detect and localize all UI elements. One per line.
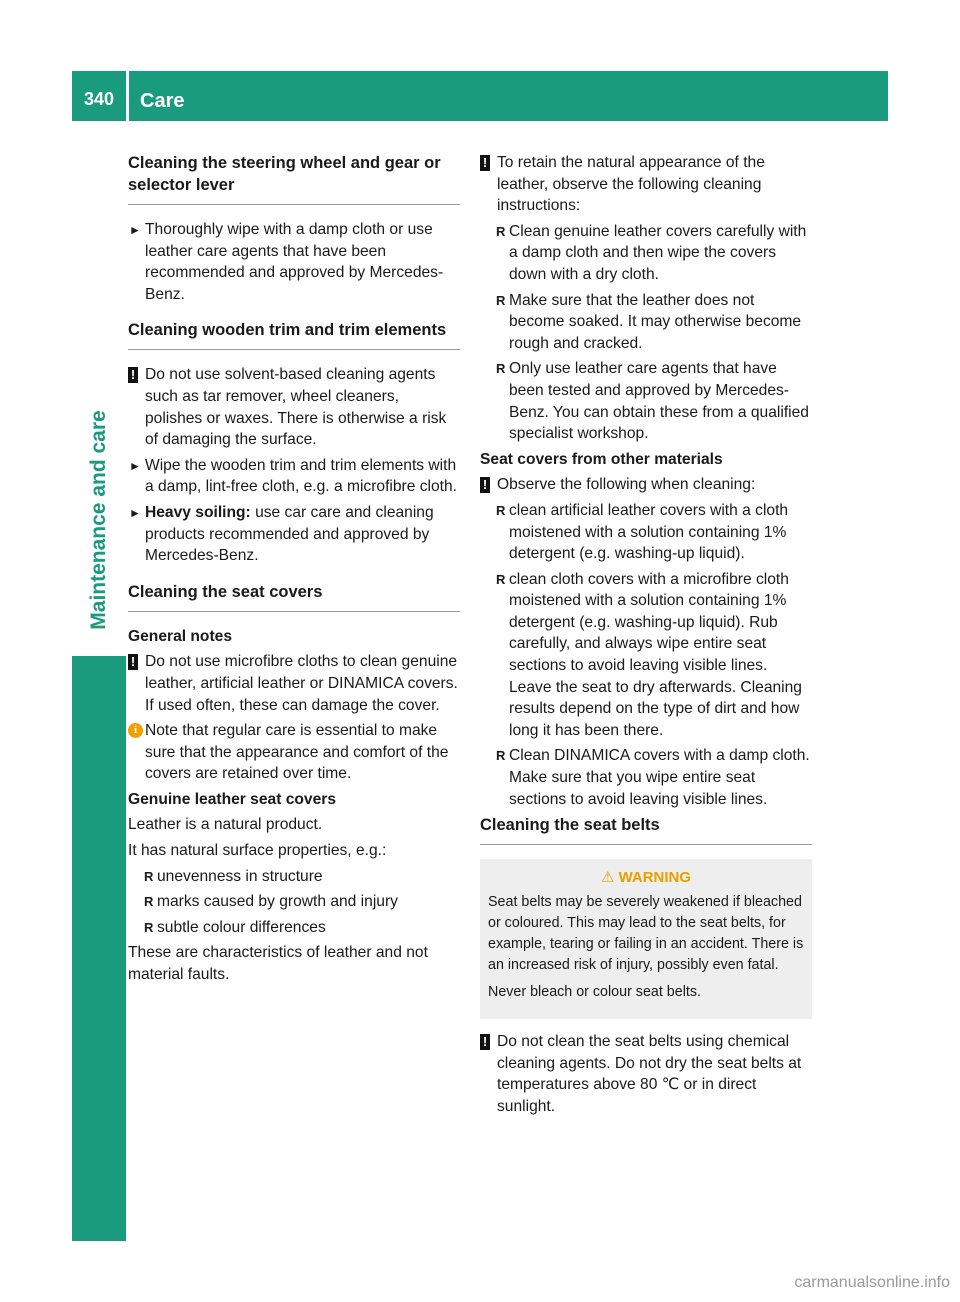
warning-text: Never bleach or colour seat belts.: [488, 984, 701, 1001]
instruction-step: [128, 219, 460, 305]
exclamation-icon: !: [128, 654, 138, 670]
instruction-step: [128, 502, 460, 567]
list-item: R Only use leather care agents that have been tested and approved by Mercedes-Benz. You can obtain these from a qualified specialist workshop.: [496, 358, 812, 444]
heading-seat-belts: Cleaning the seat belts: [480, 814, 812, 845]
page-number: 340: [83, 88, 115, 109]
list-item: R unevenness in structure: [144, 866, 460, 888]
caution-note: [480, 152, 812, 217]
caution-text: Do not use microfibre cloths to clean genuine leather, artificial leather or DINAMICA covers. If used often, these can damage the cover.: [145, 653, 458, 714]
list-item: R Make sure that the leather does not become soaked. It may otherwise become rough and cracked.: [496, 290, 812, 355]
heading-seat-covers: Cleaning the seat covers: [128, 581, 460, 612]
caution-text: Observe the following when cleaning:: [497, 476, 756, 494]
list-item: R clean artificial leather covers with a cloth moistened with a solution containing 1% detergent (e.g. washing-up liquid).: [496, 500, 812, 565]
step-text: Wipe the wooden trim and trim elements with a damp, lint-free cloth, e.g. a microfibre cloth.: [145, 456, 458, 496]
subheading-general-notes: General notes: [128, 627, 232, 645]
warning-title-text: WARNING: [618, 869, 692, 887]
step-text: Thoroughly wipe with a damp cloth or use leather care agents that have been recommended and approved by Mercedes-Benz.: [145, 221, 444, 303]
paragraph: These are characteristics of leather and not material faults.: [128, 944, 428, 984]
subheading-genuine-leather: Genuine leather seat covers: [128, 790, 337, 808]
list-item: R Clean genuine leather covers carefully with a damp cloth and then wipe the covers down with a dry cloth.: [496, 221, 812, 286]
caution-text: To retain the natural appearance of the leather, observe the following cleaning instructions:: [497, 154, 765, 215]
header-divider: [126, 71, 129, 121]
arrow-icon: ►: [129, 223, 141, 237]
subheading-other-materials: Seat covers from other materials: [480, 450, 723, 468]
list-item: R marks caused by growth and injury: [144, 891, 460, 913]
side-tab-label: Maintenance and care: [87, 410, 110, 630]
caution-note: [480, 1031, 812, 1117]
exclamation-icon: !: [480, 155, 490, 171]
caution-note: [128, 651, 460, 716]
arrow-icon: ►: [129, 458, 141, 473]
instruction-step: [128, 455, 460, 498]
caution-note: [128, 364, 460, 450]
info-icon: i: [128, 723, 143, 738]
exclamation-icon: !: [480, 1034, 490, 1050]
caution-text: Do not clean the seat belts using chemical cleaning agents. Do not dry the seat belts at temperatures above 80 ℃ or in direct sunlight.: [497, 1033, 802, 1115]
right-column: [480, 152, 812, 1122]
heading-wooden-trim: Cleaning wooden trim and trim elements: [128, 319, 460, 350]
paragraph: It has natural surface properties, e.g.:: [128, 842, 387, 860]
list-item: R clean cloth covers with a microfibre cloth moistened with a solution containing 1% detergent (e.g. washing-up liquid). Rub carefully, and always wipe entire seat sections to avoid leaving visible lines. Leave the seat to dry afterwards. Cleaning results depend on the type of dirt and how long it has been there.: [496, 569, 812, 742]
arrow-icon: ►: [129, 505, 141, 520]
list-item: R subtle colour differences: [144, 917, 460, 939]
list-item: R Clean DINAMICA covers with a damp cloth. Make sure that you wipe entire seat sections to avoid leaving visible lines.: [496, 745, 812, 810]
bullet-list: [480, 500, 812, 810]
exclamation-icon: !: [480, 477, 490, 493]
step-label: Heavy soiling:: [145, 503, 251, 521]
exclamation-icon: !: [128, 367, 138, 383]
step-text: use car care and cleaning products recommended and approved by Mercedes-Benz.: [145, 503, 434, 565]
header-bar: [72, 71, 888, 121]
left-column: [128, 152, 460, 990]
warning-box: [480, 859, 812, 1019]
bullet-list: [480, 221, 812, 445]
heading-steering-wheel: Cleaning the steering wheel and gear or selector lever: [128, 152, 460, 205]
caution-note: [480, 474, 812, 496]
section-title: Care: [140, 90, 185, 112]
info-note: [128, 720, 460, 785]
caution-text: Do not use solvent-based cleaning agents such as tar remover, wheel cleaners, polishes or waxes. There is otherwise a risk of damaging the surface.: [145, 366, 447, 449]
bullet-list: [128, 866, 460, 939]
warning-text: Seat belts may be severely weakened if bleached or coloured. This may lead to the seat belts, for example, tearing or failing in an accident. There is an increased risk of injury, possibly even fatal.: [488, 894, 804, 974]
warning-title: [488, 867, 804, 888]
paragraph: Leather is a natural product.: [128, 816, 323, 834]
info-text: Note that regular care is essential to make sure that the appearance and comfort of the covers are retained over time.: [145, 722, 449, 783]
warning-triangle-icon: ⚠: [600, 869, 615, 887]
watermark: carmanualsonline.info: [794, 1274, 950, 1291]
side-tab-block: [72, 656, 126, 1241]
